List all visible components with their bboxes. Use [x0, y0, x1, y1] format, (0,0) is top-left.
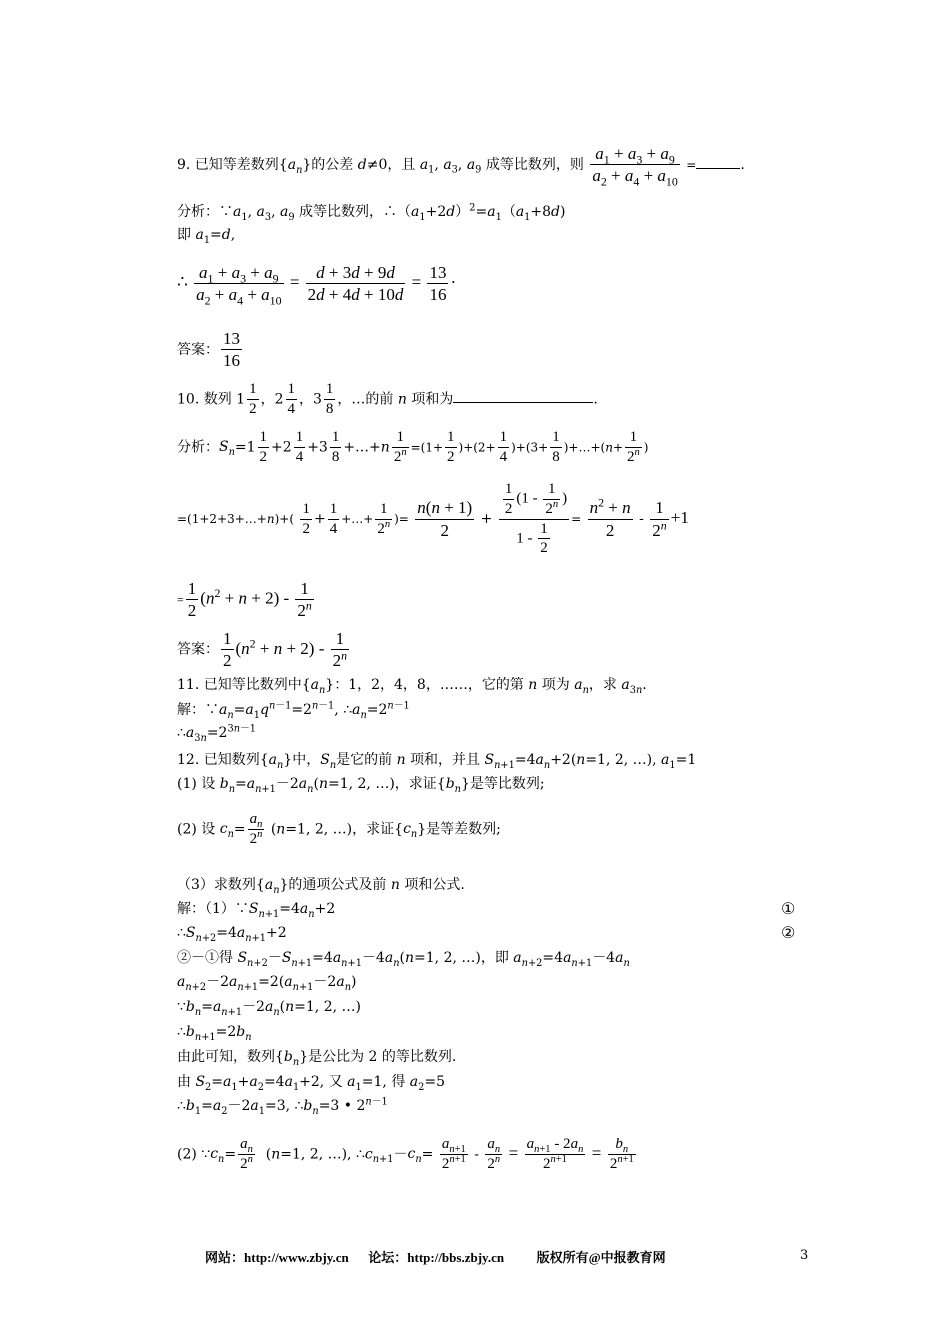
q12-sol-3: ②－①得 $S_{n+2}-S_{n+1}=4a_{n+1}-4a_n(n=1$, 2, …)，即 $a_{n+2}=4a_{n+1}-4a_n$ [177, 950, 630, 969]
q12-sol-4: $a_{n+2}-2a_{n+1}=2(a_{n+1}-2a_n)$ [177, 974, 357, 993]
forum-link[interactable]: http://bbs.zbjy.cn [407, 1250, 505, 1265]
q12-sol-9: $\therefore b_1=a_2-2a_1=3$, $\therefore b_n=3$ • $2^{n-1}$ [177, 1096, 388, 1117]
q12-sol-7: 由此可知，数列$\{b_n\}$是公比为 2 的等比数列. [177, 1049, 457, 1068]
q12-stem: 12. 已知数列$\{a_n\}$中，$S_n$是它的前 n 项和，并且 $S_{n+1}=4a_n+2(n=1$, 2, …), $a_1=1$ [177, 752, 697, 771]
q11-stem: 11. 已知等比数列中$\{a_n\}$：1，2，4，8，……，它的第 n 项为 $a_n$，求 $a_{3n}$. [177, 677, 647, 696]
q9-answer: 答案： $\frac{13}{16}$ [177, 329, 240, 371]
forum-label: 论坛： [368, 1250, 408, 1265]
circle-marker-1: ① [781, 899, 796, 918]
q10-analysis-3: = $\frac{1}{2}$ $(n^2 + n + 2)$ - $\frac{1}{2^n}$ [177, 579, 312, 621]
q10-stem: 10. 数列 1 $\frac{1}{2}$ ，2 $\frac{1}{4}$ ，3 $\frac{1}{8}$ ，…的前 n 项和为 . [177, 381, 598, 417]
q12-sol-6: $\therefore b_{n+1}=2b_n$ [177, 1024, 252, 1043]
q9-fraction: $\frac{a_1 + a_3 + a_9}{a_2 + a_4 + a_{10}}$ [592, 144, 678, 189]
answer-blank [453, 402, 593, 403]
page-number: 3 [800, 1248, 809, 1263]
q12-sol-5: $\because b_n=a_{n+1}-2a_n(n=1$, 2, …) [177, 999, 361, 1018]
q12-part1: (1) 设 $b_n=a_{n+1}-2a_n(n=1$, 2, …)，求证$\{b_n\}$是等比数列; [177, 776, 545, 795]
q9-equation: ∴ $\frac{a_1 + a_3 + a_9}{a_2 + a_4 + a_{10}}$ = $\frac{d + 3d + 9d}{2d + 4d + 10d}$ = $\frac{13}{16}$ · [177, 263, 457, 308]
copyright: 版权所有@中报教育网 [536, 1250, 666, 1265]
q12-part3: （3）求数列$\{a_n\}$的通项公式及前 n 项和公式. [177, 877, 465, 896]
page-footer [205, 1247, 666, 1266]
q12-sol-8: 由 $S_2=a_1+a_2=4a_1+2$, 又 $a_1=1$, 得 $a_2=5$ [177, 1074, 445, 1093]
q10-answer: 答案： $\frac{1}{2}$ $(n^2 + n + 2)$ - $\frac{1}{2^n}$ [177, 629, 348, 671]
q9-ji: 即 $a_1=d$, [177, 227, 236, 246]
site-link[interactable]: http://www.zbjy.cn [244, 1250, 349, 1265]
site-label: 网站： [205, 1250, 245, 1265]
q10-analysis-2: =(1+2+3+…+n)+( $\frac{1}{2}$ + $\frac{1}{4}$ +…+ $\frac{1}{2^n}$ )= $\frac{n(n + 1)}{2}$ + $\frac{1}{2}$ (1 - $\frac{1}{2^n}$ ) 1 - $\frac{1}{2}$ = $\frac{n^2 + n}{2}$ - $\frac{1}{2^n}$ +1 [177, 481, 689, 557]
q9-stem: 9. 已知等差数列$\{a_n\}$的公差 d≠0，且 $a_1$, $a_3$, $a_9$ 成等比数列，则 $\frac{a_1 + a_3 + a_9}{a_2 + a_4 + a_{10}}$ = . [177, 144, 745, 189]
q11-solution-2: $\therefore a_{3n}=2^{3n-1}$ [177, 723, 257, 744]
answer-blank [696, 168, 740, 169]
q9-analysis: 分析：$\because a_1$, $a_3$, $a_9$ 成等比数列，$\therefore(a_1+2d)^2=a_1(a_1+8d)$ [177, 202, 566, 223]
circle-marker-2: ② [781, 923, 796, 942]
q12-sol-10: (2) $\because c_n=$ $\frac{a_n}{2^n}$ (n=1, 2, …), $\therefore c_{n+1}-c_n=$ $\frac{a_{n+1}}{2^{n+1}}$ - $\frac{a_n}{2^n}$ = $\frac{a_{n+1} - 2a_n}{2^{n+1}}$ = $\frac{b_n}{2^{n+1}}$ [177, 1136, 634, 1172]
q12-part2: (2) 设 $c_n=$ $\frac{a_n}{2^n}$ (n=1, 2, …)，求证$\{c_n\}$是等差数列; [177, 811, 501, 847]
q12-sol-1: 解：$(1)\because S_{n+1}=4a_n+2$ [177, 901, 336, 920]
q11-solution-1: 解：$\because a_n=a_1q^{n-1}=2^{n-1}$, $\therefore a_n=2^{n-1}$ [177, 700, 410, 721]
q10-analysis-1: 分析：$S_n=1$ $\frac{1}{2}$ +2 $\frac{1}{4}$ +3 $\frac{1}{8}$ +…+n $\frac{1}{2^n}$ =(1+ $\frac{1}{2}$ )+(2+ $\frac{1}{4}$ )+(3+ $\frac{1}{8}$ )+…+(n+ $\frac{1}{2^n}$ ) [177, 429, 649, 465]
q12-sol-2: $\therefore S_{n+2}=4a_{n+1}+2$ [177, 925, 287, 944]
